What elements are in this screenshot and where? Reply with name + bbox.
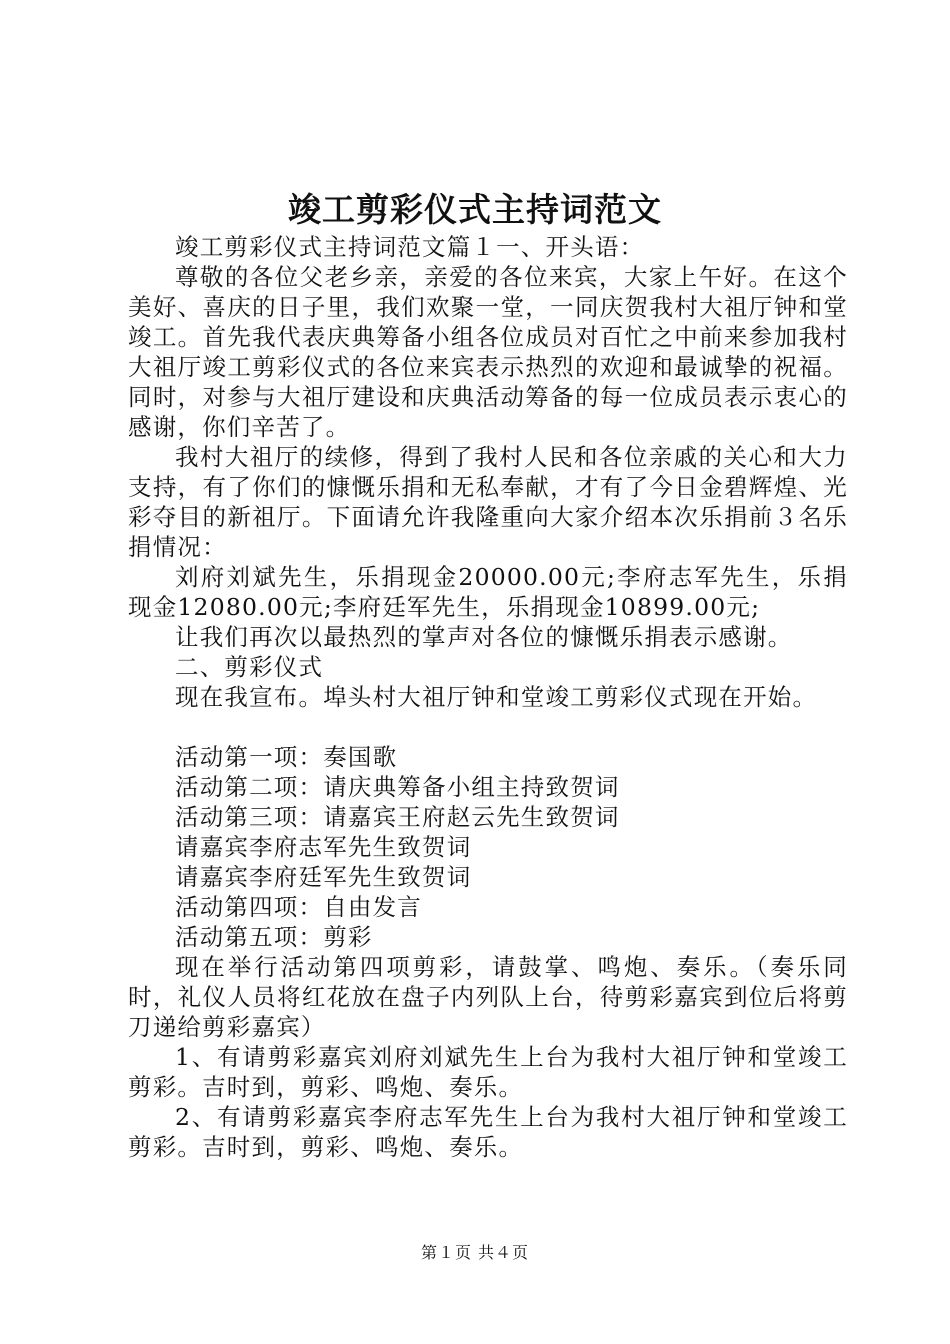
paragraph-donations: 刘府刘斌先生，乐捐现金20000.00元;李府志军先生，乐捐现金12080.00元;李府廷军先生，乐捐现金10899.00元; bbox=[128, 563, 848, 621]
agenda-item-3: 活动第三项：请嘉宾王府赵云先生致贺词 bbox=[175, 803, 620, 831]
document-body bbox=[128, 232, 848, 1162]
agenda-item-1: 活动第一项：奏国歌 bbox=[175, 743, 398, 771]
agenda-item-2: 活动第二项：请庆典筹备小组主持致贺词 bbox=[175, 773, 620, 801]
paragraph-thanks: 让我们再次以最热烈的掌声对各位的慷慨乐捐表示感谢。 bbox=[175, 623, 793, 651]
agenda-item-5: 活动第五项：剪彩 bbox=[175, 923, 373, 951]
agenda-item-4: 活动第四项：自由发言 bbox=[175, 893, 422, 921]
paragraph-greeting: 尊敬的各位父老乡亲，亲爱的各位来宾，大家上午好。在这个美好、喜庆的日子里，我们欢聚一堂，一同庆贺我村大祖厅钟和堂竣工。首先我代表庆典筹备小组各位成员对百忙之中前来参加我村大祖厅竣工剪彩仪式的各位来宾表示热烈的欢迎和最诚挚的祝福。同时，对参与大祖厅建设和庆典活动筹备的每一位成员表示衷心的感谢，你们辛苦了。 bbox=[128, 263, 848, 441]
paragraph-cutting-guest-1: 1、有请剪彩嘉宾刘府刘斌先生上台为我村大祖厅钟和堂竣工剪彩。吉时到，剪彩、鸣炮、奏乐。 bbox=[128, 1043, 848, 1101]
section-heading-ceremony: 二、剪彩仪式 bbox=[175, 653, 324, 681]
agenda-item-3-guest-2: 请嘉宾李府志军先生致贺词 bbox=[175, 833, 472, 861]
blank-line bbox=[128, 712, 848, 742]
document-title: 竣工剪彩仪式主持词范文 bbox=[288, 190, 662, 229]
paragraph-announcement: 现在我宣布。埠头村大祖厅钟和堂竣工剪彩仪式现在开始。 bbox=[175, 683, 818, 711]
paragraph-ribbon-cutting: 现在举行活动第四项剪彩，请鼓掌、鸣炮、奏乐。（奏乐同时，礼仪人员将红花放在盘子内列队上台，待剪彩嘉宾到位后将剪刀递给剪彩嘉宾） bbox=[128, 953, 848, 1041]
paragraph-cutting-guest-2: 2、有请剪彩嘉宾李府志军先生上台为我村大祖厅钟和堂竣工剪彩。吉时到，剪彩、鸣炮、奏乐。 bbox=[128, 1103, 848, 1161]
paragraph-intro-heading: 竣工剪彩仪式主持词范文篇１一、开头语： bbox=[175, 233, 645, 261]
paragraph-renovation: 我村大祖厅的续修，得到了我村人民和各位亲戚的关心和大力支持，有了你们的慷慨乐捐和无私奉献，才有了今日金碧辉煌、光彩夺目的新祖厅。下面请允许我隆重向大家介绍本次乐捐前３名乐捐情况： bbox=[128, 443, 848, 561]
agenda-item-3-guest-3: 请嘉宾李府廷军先生致贺词 bbox=[175, 863, 472, 891]
page-footer: 第１页 共４页 bbox=[420, 1243, 530, 1262]
